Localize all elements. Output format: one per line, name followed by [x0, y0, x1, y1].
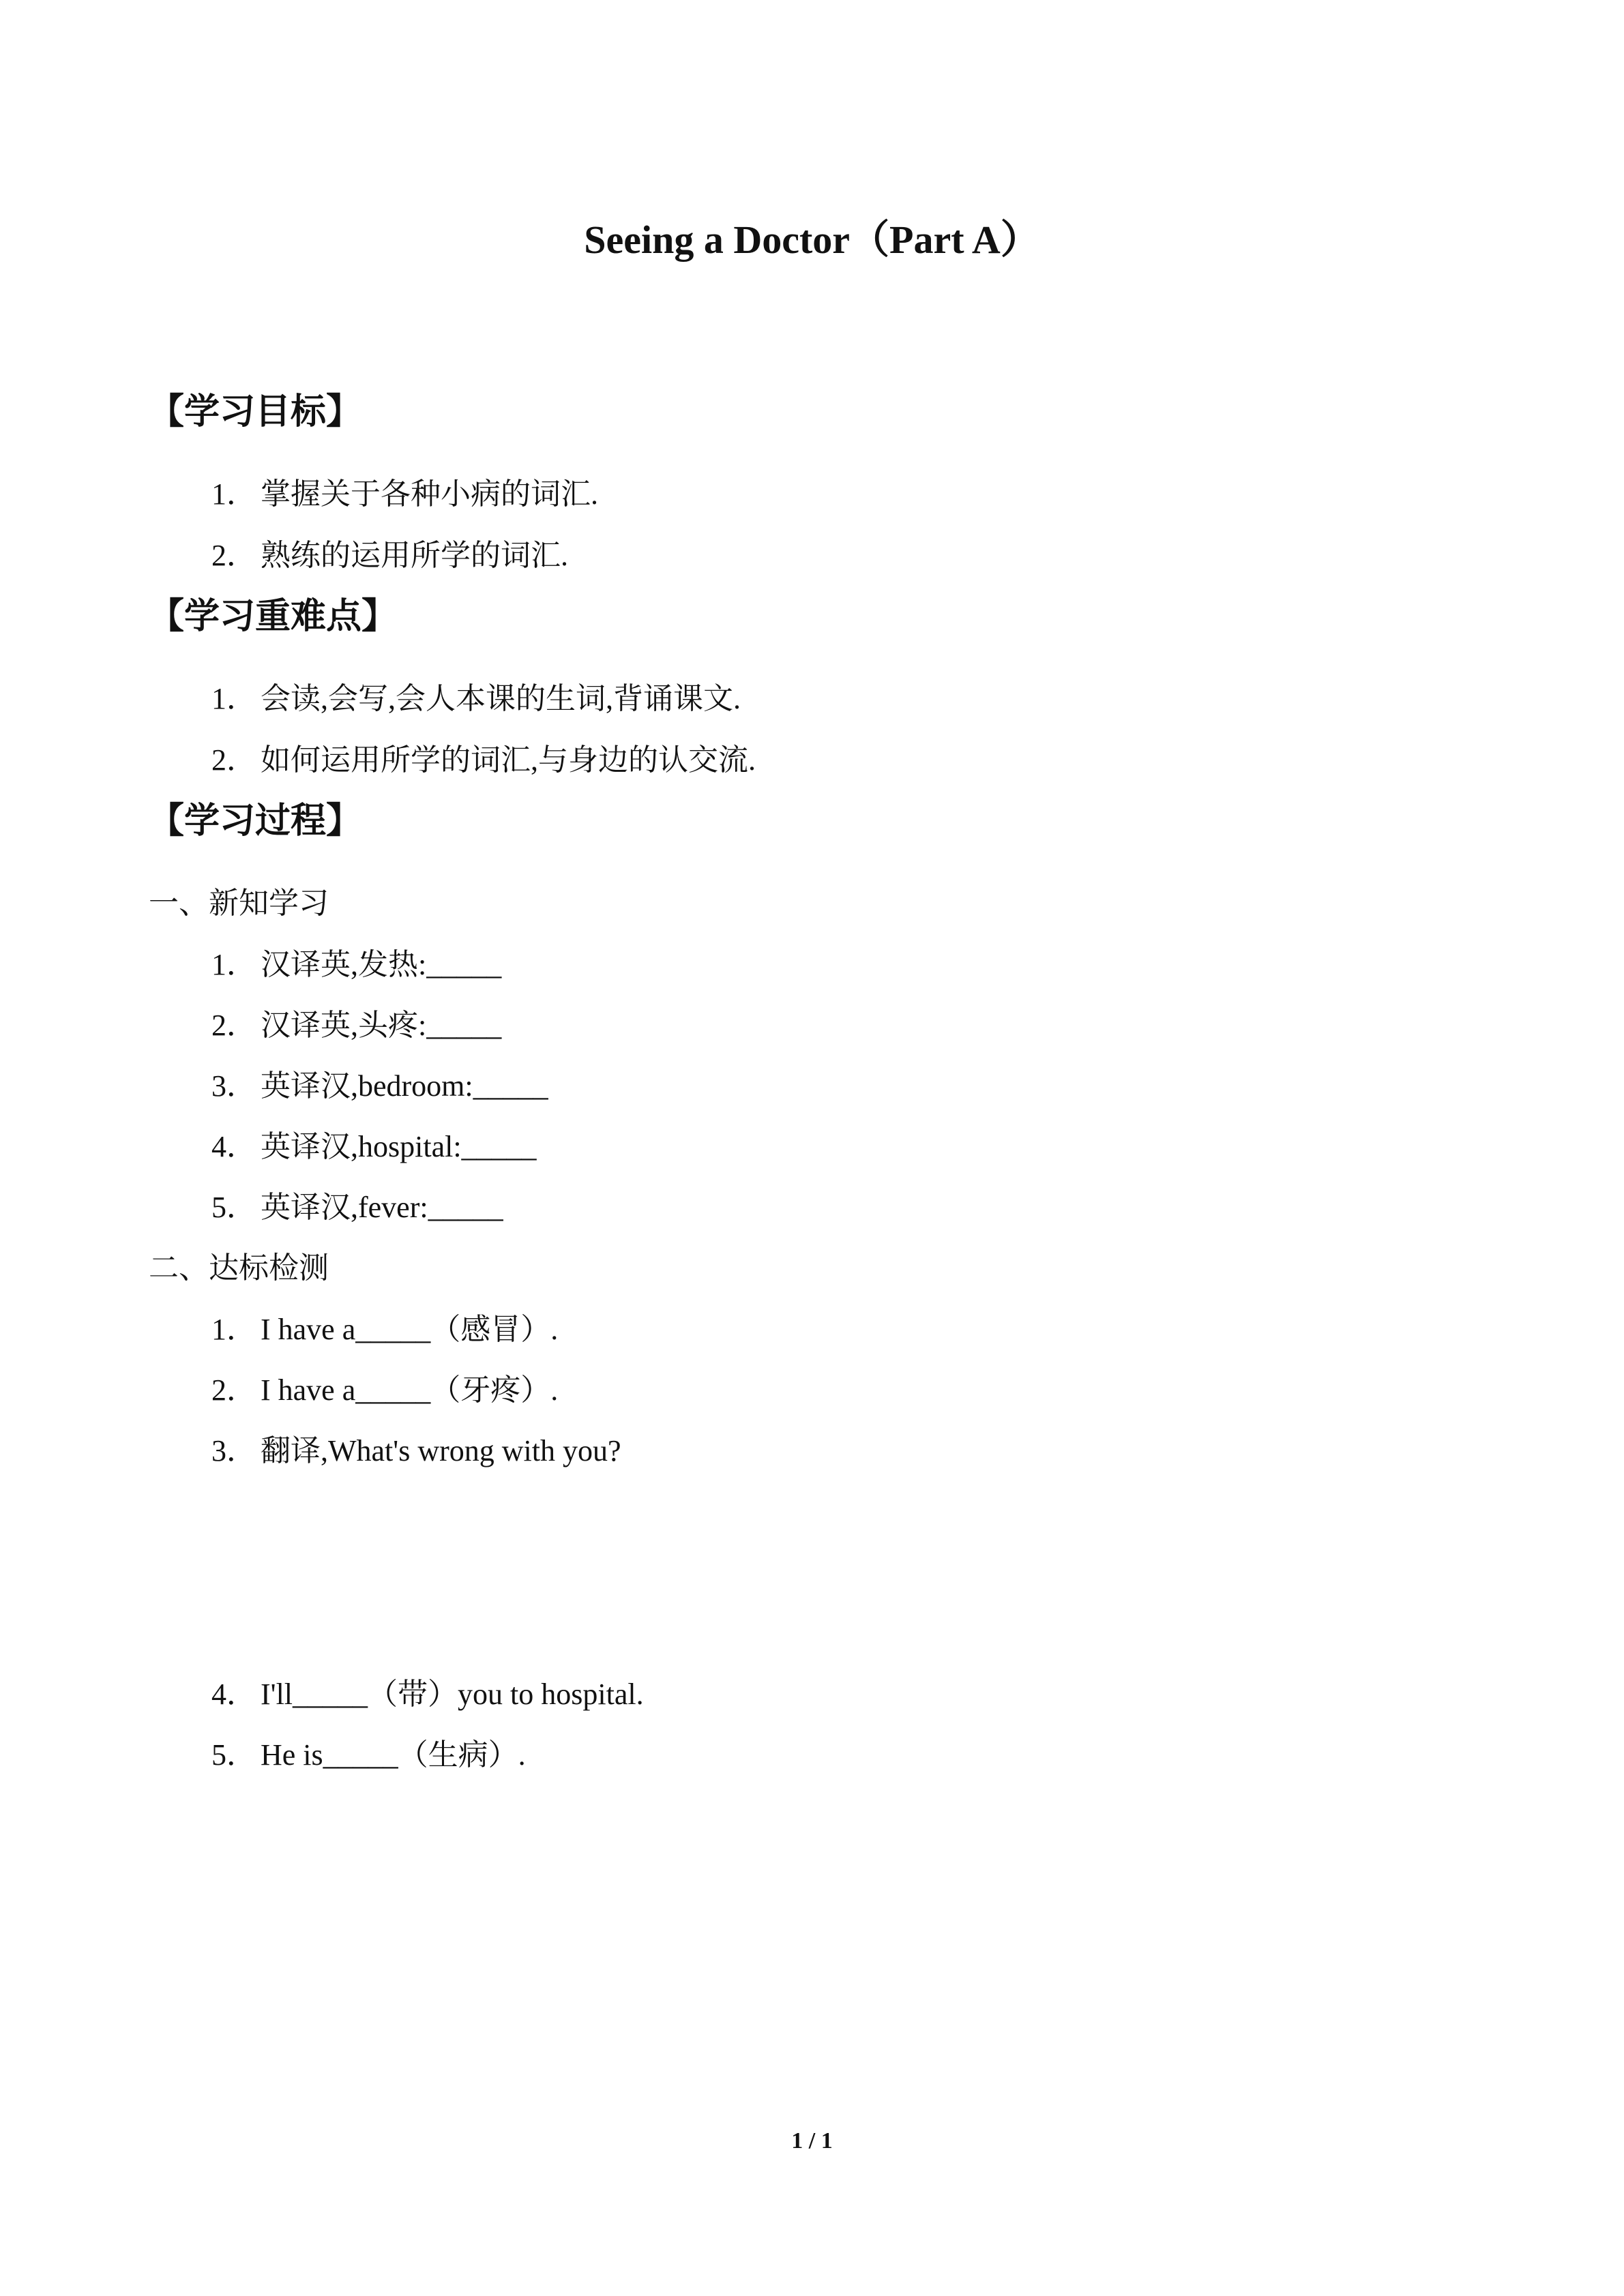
- item-number: 1．: [211, 948, 256, 981]
- item-text: I have a_____（牙疼）.: [261, 1373, 559, 1407]
- item-text: 汉译英,发热:_____: [261, 948, 502, 981]
- item-number: 5．: [211, 1738, 256, 1772]
- part-heading-assessment: 二、达标检测: [149, 1251, 329, 1285]
- item-text: 英译汉,fever:_____: [261, 1191, 503, 1224]
- item-number: 1．: [211, 682, 256, 715]
- item-text: I'll_____（带）you to hospital.: [261, 1678, 644, 1711]
- item-number: 2．: [211, 539, 256, 572]
- section-heading-process: 【学习过程】: [149, 801, 362, 841]
- item-text: 会读,会写,会人本课的生词,背诵课文.: [261, 682, 741, 715]
- item-text: 汉译英,头疼:_____: [261, 1009, 502, 1042]
- item-text: 翻译,What's wrong with you?: [261, 1434, 621, 1467]
- item-number: 3．: [211, 1069, 256, 1103]
- item-number: 4．: [211, 1130, 256, 1163]
- goal-item: [211, 474, 598, 515]
- exercise-item: [211, 1674, 644, 1715]
- item-text: He is_____（生病）.: [261, 1738, 526, 1772]
- item-number: 2．: [211, 743, 256, 777]
- item-text: 熟练的运用所学的词汇.: [261, 539, 568, 572]
- item-number: 2．: [211, 1373, 256, 1407]
- exercise-item: [211, 1066, 548, 1107]
- item-number: 4．: [211, 1678, 256, 1711]
- item-text: 掌握关于各种小病的词汇.: [261, 477, 598, 511]
- key-point-item: [211, 740, 756, 781]
- page-number: 1 / 1: [791, 2128, 833, 2153]
- item-text: 如何运用所学的词汇,与身边的认交流.: [261, 743, 756, 777]
- exercise-item: [211, 1735, 526, 1776]
- part-heading-new-knowledge: 一、新知学习: [149, 886, 329, 920]
- item-number: 5．: [211, 1191, 256, 1224]
- exercise-item: [211, 1309, 558, 1350]
- exercise-item: [211, 1431, 621, 1472]
- exercise-item: [211, 944, 501, 985]
- exercise-item: [211, 1187, 503, 1228]
- item-number: 1．: [211, 1313, 256, 1346]
- exercise-item: [211, 1005, 501, 1046]
- item-number: 1．: [211, 477, 256, 511]
- section-heading-key-points: 【学习重难点】: [149, 596, 398, 637]
- item-number: 3．: [211, 1434, 256, 1467]
- item-number: 2．: [211, 1009, 256, 1042]
- exercise-item: [211, 1127, 537, 1167]
- section-heading-goals: 【学习目标】: [149, 391, 362, 432]
- page-title: Seeing a Doctor（Part A）: [584, 218, 1040, 262]
- goal-item: [211, 535, 568, 576]
- key-point-item: [211, 679, 741, 719]
- exercise-item: [211, 1370, 558, 1411]
- item-text: 英译汉,bedroom:_____: [261, 1069, 548, 1103]
- item-text: 英译汉,hospital:_____: [261, 1130, 537, 1163]
- item-text: I have a_____（感冒）.: [261, 1313, 559, 1346]
